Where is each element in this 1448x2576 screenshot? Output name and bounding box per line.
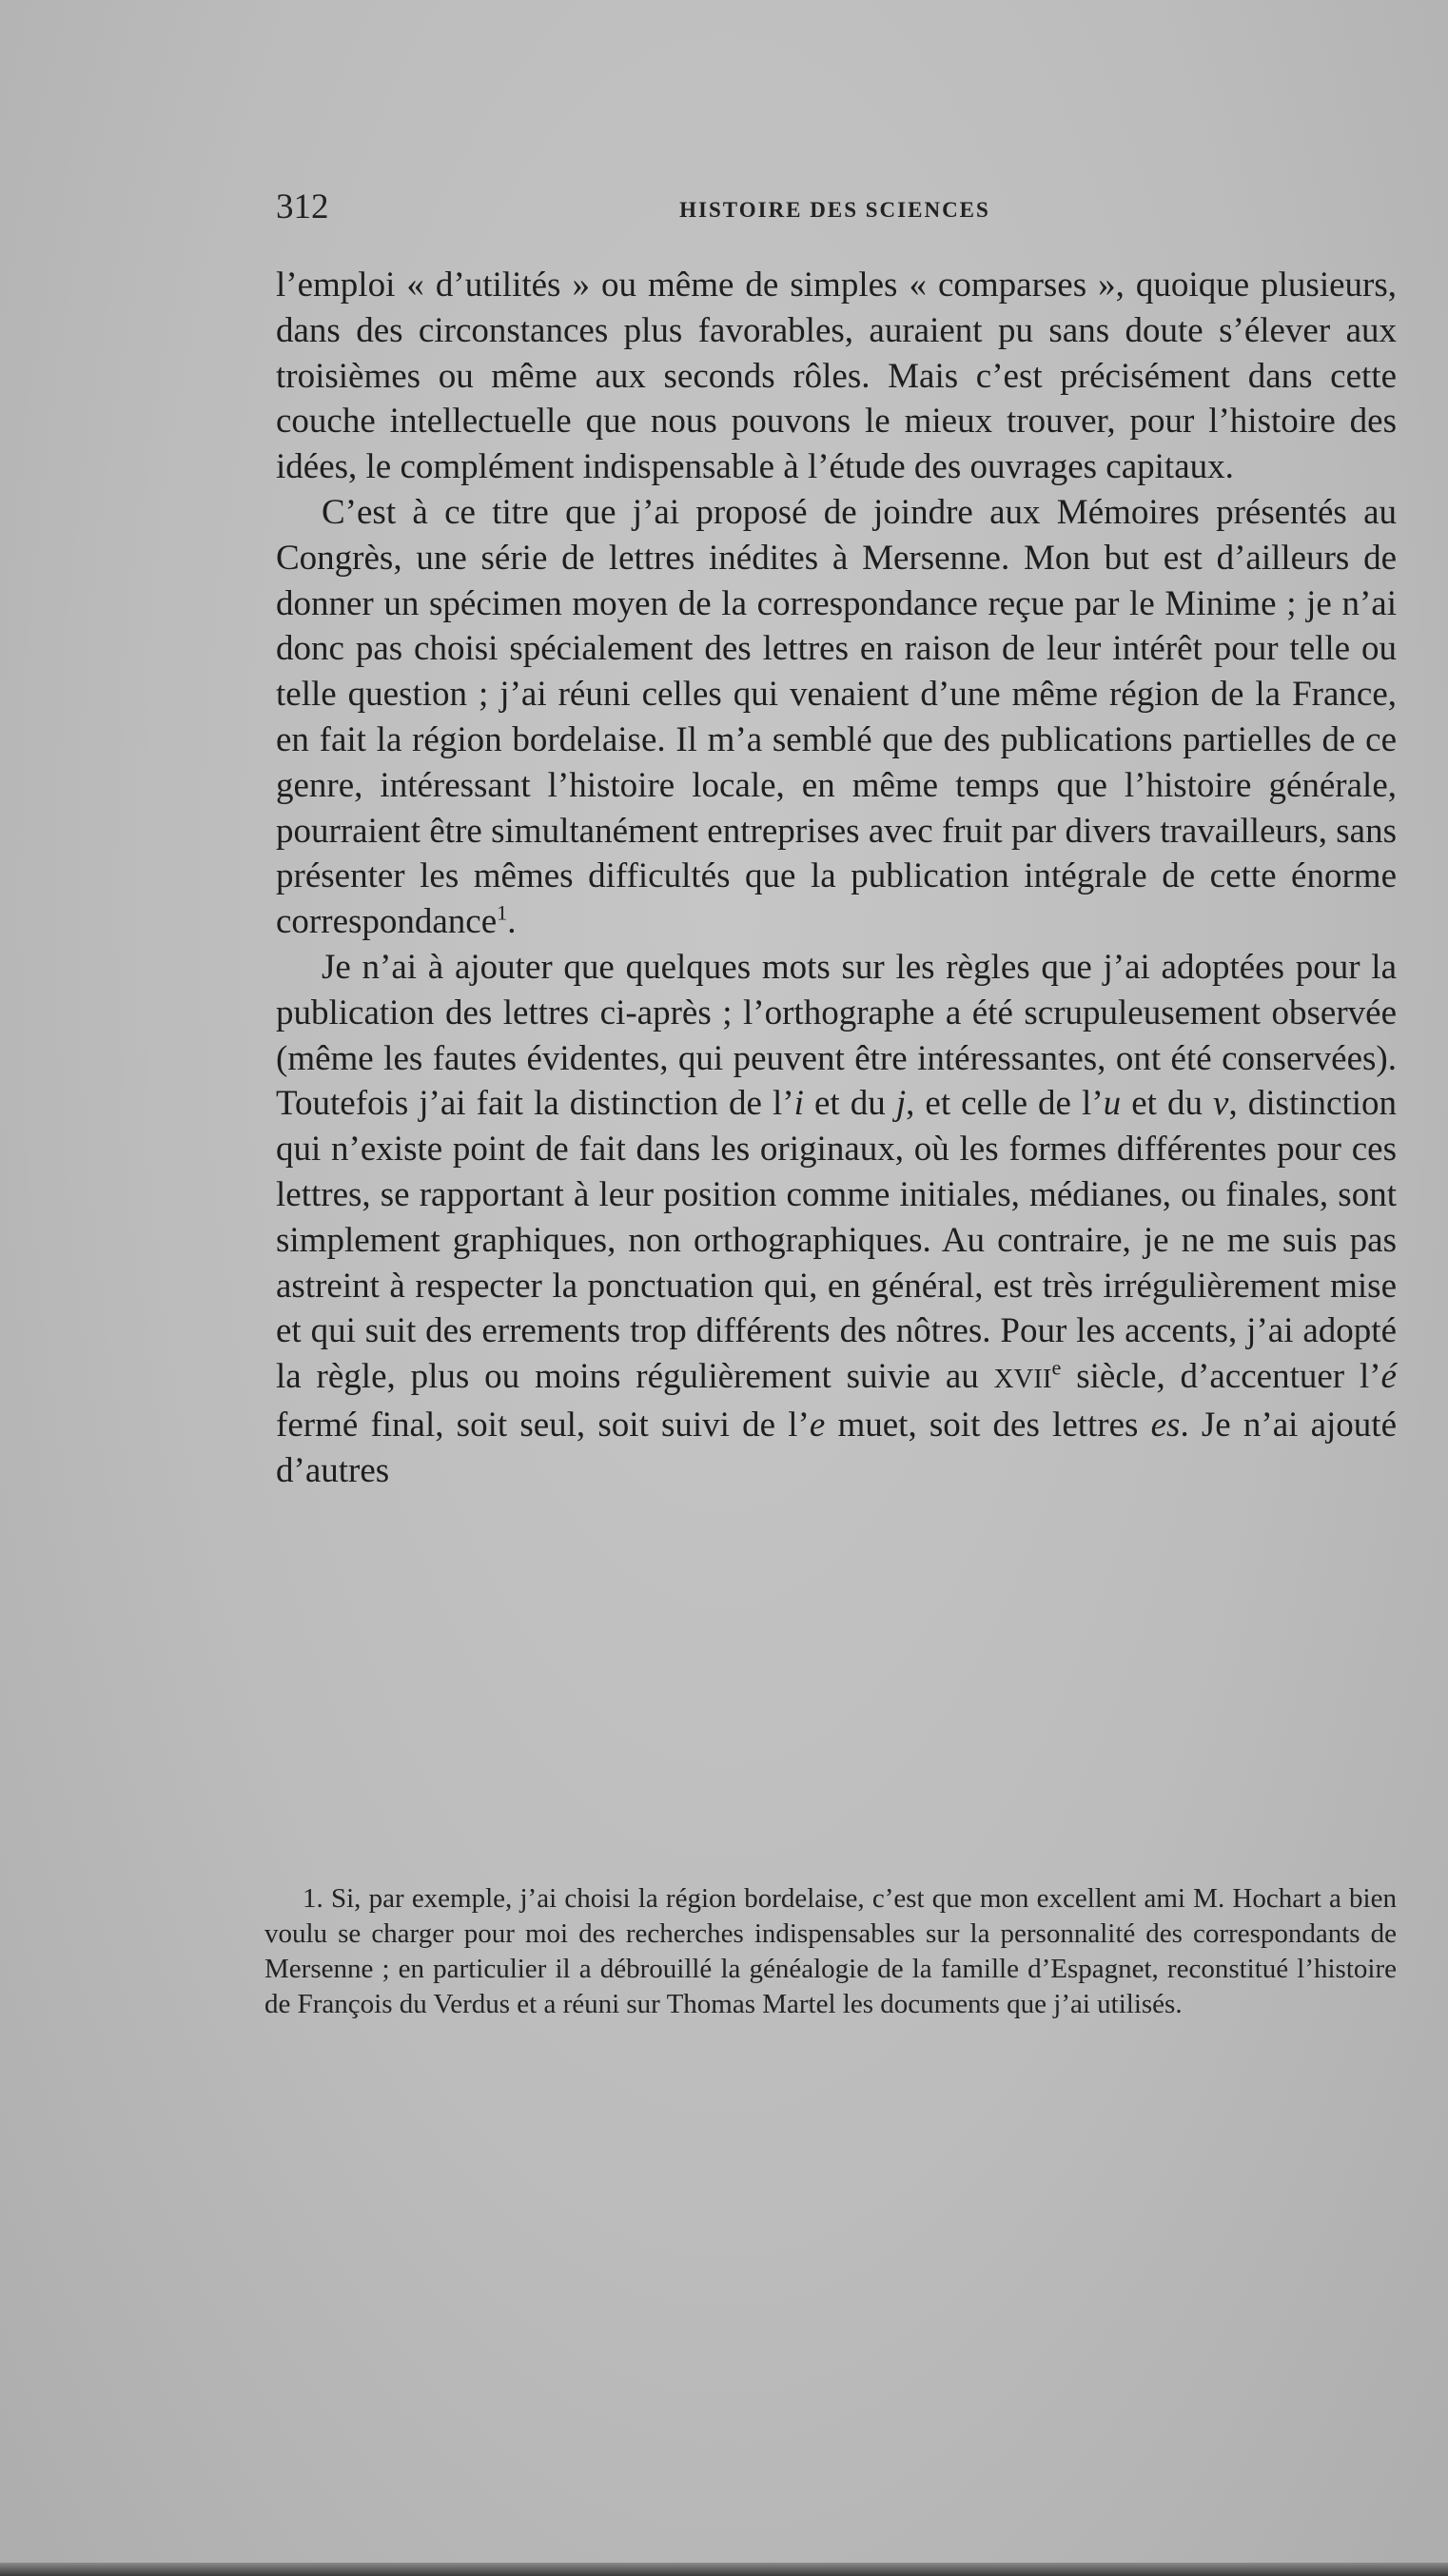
p3-letter-j: j (895, 1084, 907, 1124)
p3-letter-emute: e (809, 1405, 826, 1445)
paragraph-1: l’emploi « d’utilités » ou même de simples « comparses », quoique plusieurs, dans des circonstances plus favorables, auraient pu sans doute s’élever aux troisièmes ou même aux seconds rôles. Mais c’est précisément dans cette couche intellectuelle que nous pouvons le mieux trouver, pour l’histoire des idées, le complément indispensable à l’étude des ouvrages capitaux. (276, 265, 1397, 487)
p3-letter-v: v (1213, 1084, 1229, 1124)
p3-century-sup: e (1051, 1355, 1062, 1380)
p3-text-c: , et celle de l’ (906, 1084, 1104, 1124)
p3-text-b: et du (803, 1084, 896, 1124)
paragraph-2-end: . (507, 902, 517, 942)
paragraph-2-text: C’est à ce titre que j’ai proposé de joindre aux Mémoires présentés au Congrès, une série de lettres inédites à Mersenne. Mon but est d’ailleurs de donner un spécimen moyen de la correspondance reçue par le Minime ; je n’ai donc pas choisi spécialement des lettres en raison de leur intérêt pour telle ou telle question ; j’ai réuni celles qui venaient d’une même région de la France, en fait la région bordelaise. Il m’a semblé que des publications partielles de ce genre, intéressant l’histoire locale, en même temps que l’histoire générale, pourraient être simultanément entreprises avec fruit par divers travailleurs, sans présenter les mêmes difficultés que la publication intégrale de cette énorme correspondance (276, 492, 1397, 942)
p3-letter-u: u (1103, 1084, 1122, 1124)
p3-text-a: Je n’ai à ajouter que quelques mots sur les règles que j’ai adoptées pour la publication des lettres ci-après ; l’orthographe a été scrupuleusement observée (même les fautes évidentes, qui peuvent être intéressantes, ont été conservées). Toutefois j’ai fait la distinction de l’ (276, 947, 1397, 1124)
p3-letters-es: es (1150, 1405, 1181, 1445)
footnote-reference: 1 (497, 900, 508, 925)
paragraph-2 (276, 490, 1397, 945)
p3-text-f: siècle, d’accentuer l’ (1061, 1357, 1381, 1397)
footnotes (264, 1881, 1397, 2022)
paragraph-3 (276, 945, 1397, 1494)
p3-century: XVII (993, 1364, 1052, 1395)
p3-text-e: , distinction qui n’existe point de fait dans les originaux, où les formes différentes pour ces lettres, se rapportant à leur position comme initiales, médianes, ou finales, sont simplement graphiques, non orthographiques. Au contraire, je ne me suis pas astreint à respecter la ponctuation qui, en général, est très irrégulièrement mise et qui suit des errements trop différents des nôtres. Pour les accents, j’ai adopté la règle, plus ou moins régulièrement suivie au (276, 1084, 1397, 1397)
p3-text-d: et du (1121, 1084, 1214, 1124)
page-header (276, 187, 1394, 234)
page-number: 312 (276, 187, 329, 226)
p3-text-k: . Je n’ai ajouté d’autres (276, 1405, 1397, 1490)
running-head: HISTOIRE DES SCIENCES (679, 198, 990, 222)
footnote-1: 1. Si, par exemple, j’ai choisi la région bordelaise, c’est que mon excellent ami M. Hochart a bien voulu se charger pour moi des recherches indispensables sur la personnalité des correspondants de Mersenne ; en particulier il a débrouillé la généalogie de la famille d’Espagnet, reconstitué l’histoire de François du Verdus et a réuni sur Thomas Martel les documents que j’ai utilisés. (264, 1883, 1397, 2019)
page-bottom-edge (0, 2563, 1448, 2576)
p3-letter-i: i (793, 1084, 804, 1124)
body-text (276, 263, 1397, 1494)
p3-text-h: muet, soit des lettres (825, 1405, 1151, 1445)
p3-text-g: fermé final, soit seul, soit suivi de l’ (276, 1405, 810, 1445)
p3-letter-eacute: é (1380, 1357, 1397, 1397)
